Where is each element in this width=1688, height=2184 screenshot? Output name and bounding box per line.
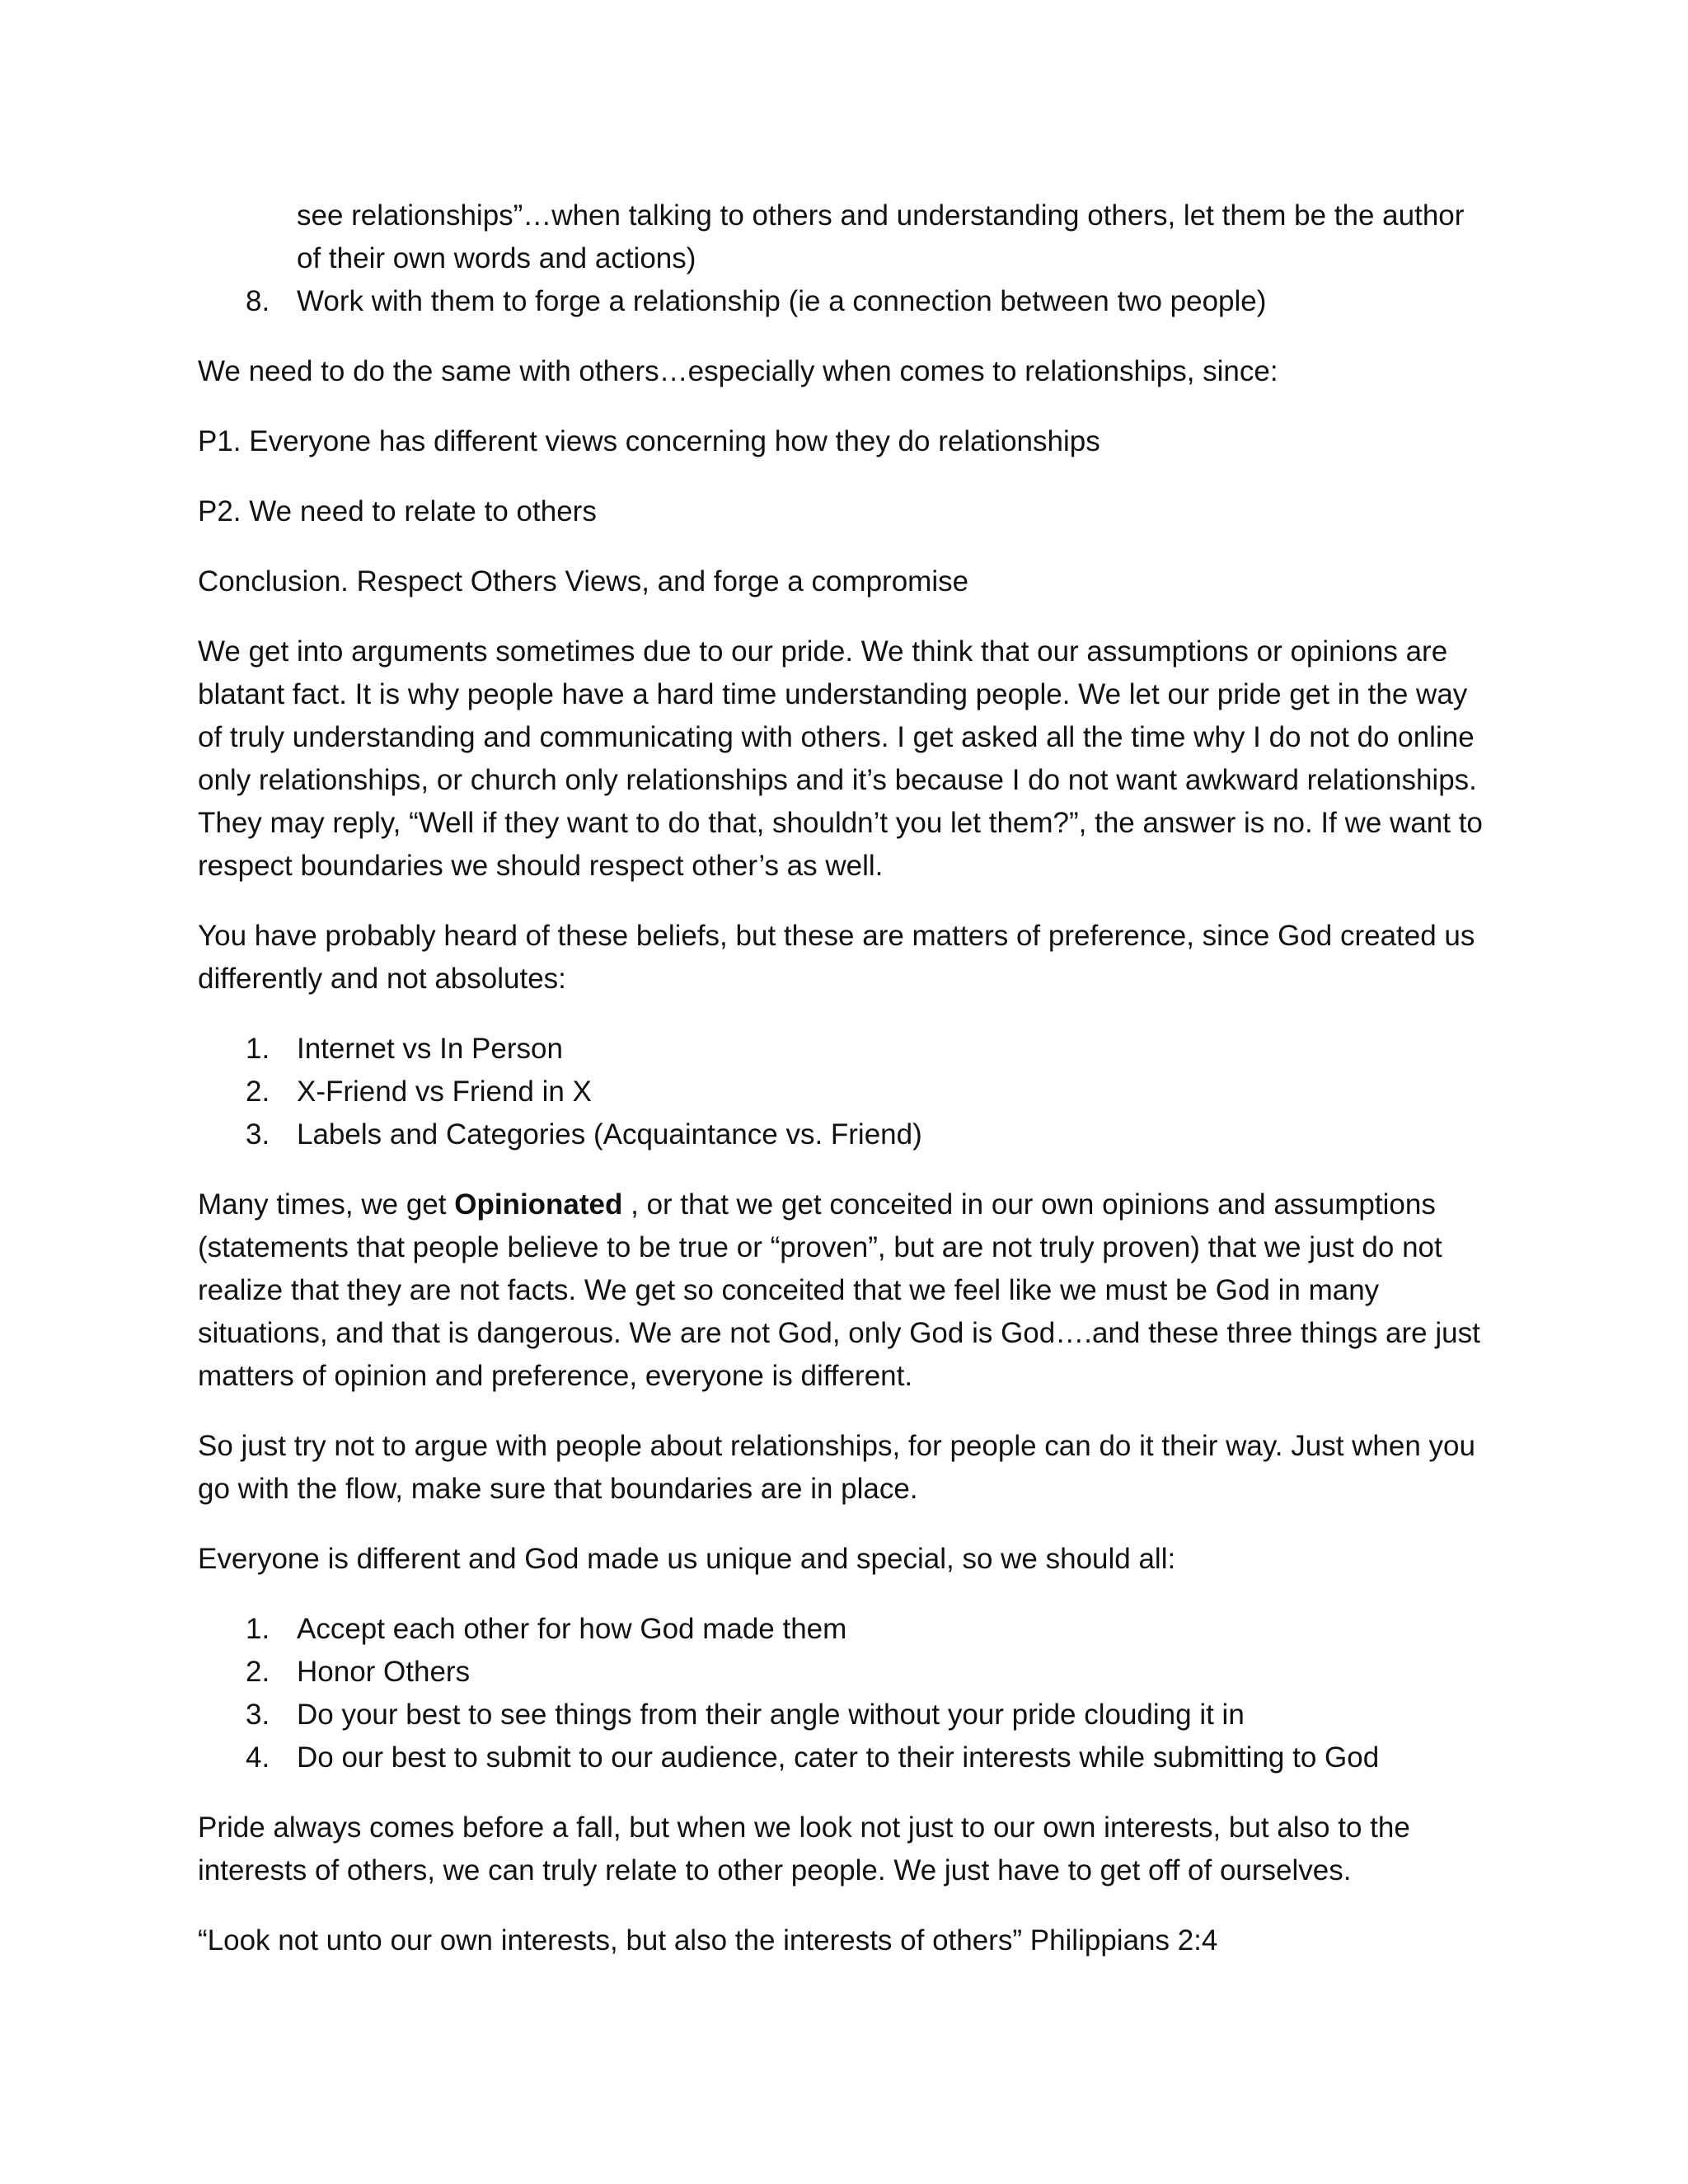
beliefs-list xyxy=(198,1028,1492,1156)
list-item-text: Labels and Categories (Acquaintance vs. Friend) xyxy=(297,1118,922,1151)
paragraph-fall: Pride always comes before a fall, but when we look not just to our own interests, but also to the interests of others, we can truly relate to other people. We just have to get off of ourselves. xyxy=(198,1811,1410,1886)
list-item xyxy=(198,280,1492,323)
paragraph-beliefs: You have probably heard of these beliefs, but these are matters of preference, since God created us differently and not absolutes: xyxy=(198,920,1475,995)
list-number: 2. xyxy=(246,1656,270,1688)
list-item xyxy=(198,1071,1492,1113)
list-item xyxy=(198,1736,1492,1779)
list-item-text: Accept each other for how God made them xyxy=(297,1613,847,1645)
opinionated-bold-word: Opinionated xyxy=(454,1188,623,1221)
should-list xyxy=(198,1608,1492,1779)
document-page xyxy=(198,194,1492,1990)
scripture-verse: “Look not unto our own interests, but also the interests of others” Philippians 2:4 xyxy=(198,1924,1218,1957)
list-number: 4. xyxy=(246,1741,270,1774)
paragraph-pride: We get into arguments sometimes due to our pride. We think that our assumptions or opinions are blatant fact. It is why people have a hard time understanding people. We let our pride get in the way of truly understanding and communicating with others. I get asked all the time why I do not do online only relationships, or church only relationships and it’s because I do not want awkward relationships. They may reply, “Well if they want to do that, shouldn’t you let them?”, the answer is no. If we want to respect boundaries we should respect other’s as well. xyxy=(198,635,1483,882)
list-item xyxy=(198,1028,1492,1071)
list-item-text: Work with them to forge a relationship (ie a connection between two people) xyxy=(297,285,1267,317)
list-item-text: X-Friend vs Friend in X xyxy=(297,1076,592,1108)
list-item xyxy=(198,1113,1492,1156)
list-item xyxy=(198,1608,1492,1651)
list-item-text: Do your best to see things from their angle without your pride clouding it in xyxy=(297,1699,1245,1731)
opinionated-text-after: , or that we get conceited in our own opinions and assumptions (statements that people believe to be true or “proven”, but are not truly proven) that we just do not realize that they are not facts. We get so conceited that we feel like we must be God in many situations, and that is dangerous. We are not God, only God is God….and these three things are just matters of opinion and preference, everyone is different. xyxy=(198,1188,1480,1392)
list-number: 1. xyxy=(246,1033,270,1065)
top-list xyxy=(198,280,1492,323)
list-item xyxy=(198,1694,1492,1736)
list-item-text: Honor Others xyxy=(297,1656,471,1688)
paragraph-opinionated xyxy=(198,1183,1492,1398)
list-number: 2. xyxy=(246,1076,270,1108)
opinionated-text-before: Many times, we get xyxy=(198,1188,455,1221)
continued-list-item: see relationships”…when talking to others and understanding others, let them be the author of their own words and actions) xyxy=(297,199,1465,274)
paragraph-unique: Everyone is different and God made us unique and special, so we should all: xyxy=(198,1543,1176,1575)
list-item xyxy=(198,1651,1492,1694)
conclusion: Conclusion. Respect Others Views, and forge a compromise xyxy=(198,565,969,598)
premise-1: P1. Everyone has different views concerning how they do relationships xyxy=(198,425,1100,457)
list-number: 3. xyxy=(246,1118,270,1151)
paragraph-same: We need to do the same with others…especially when comes to relationships, since: xyxy=(198,355,1278,387)
list-item-text: Do our best to submit to our audience, cater to their interests while submitting to God xyxy=(297,1741,1380,1774)
list-number: 1. xyxy=(246,1613,270,1645)
list-item-text: Internet vs In Person xyxy=(297,1033,563,1065)
list-number: 8. xyxy=(246,285,270,317)
paragraph-flow: So just try not to argue with people about relationships, for people can do it their way. Just when you go with the flow, make sure that boundaries are in place. xyxy=(198,1430,1475,1505)
premise-2: P2. We need to relate to others xyxy=(198,495,597,527)
list-number: 3. xyxy=(246,1699,270,1731)
